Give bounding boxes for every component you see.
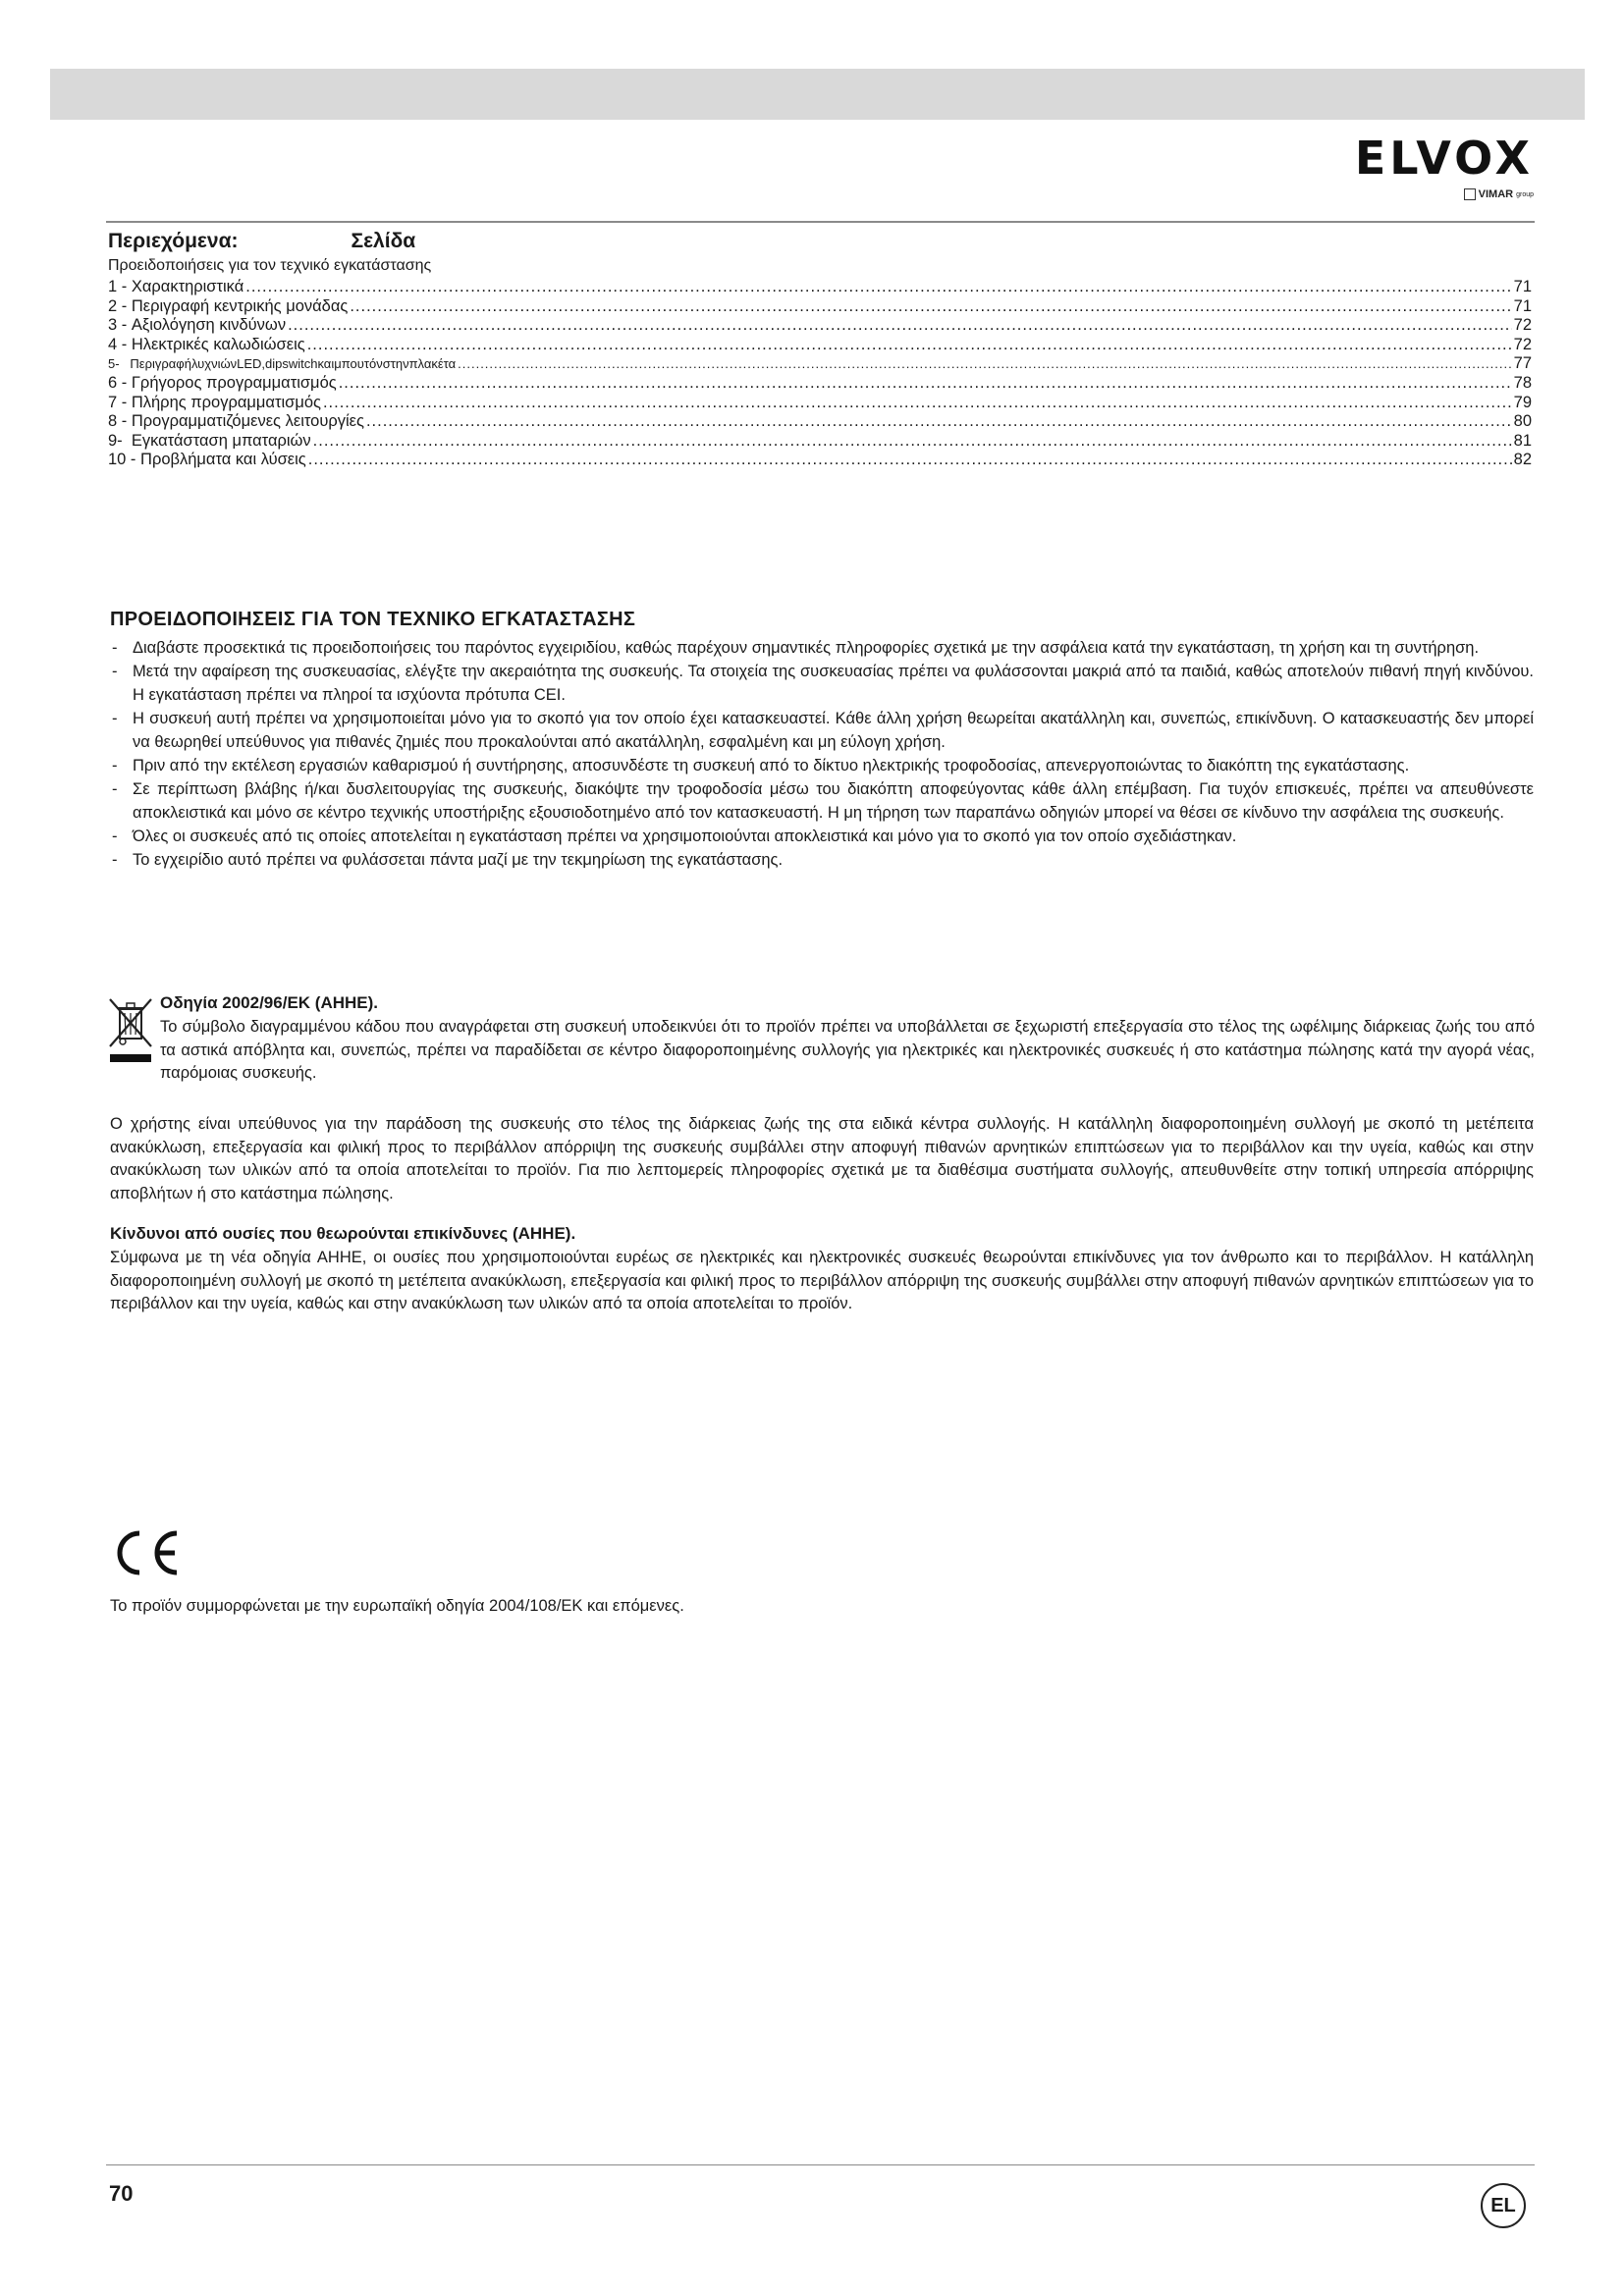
warnings-list: [110, 636, 1534, 872]
toc-item[interactable]: [108, 394, 1532, 413]
hazards-text: Σύμφωνα με τη νέα οδηγία ΑΗΗΕ, οι ουσίες που χρησιμοποιούνται ευρέως σε ηλεκτρικές και ηλεκτρονικές συσκευές θεωρούνται επικίνδυνες για τον άνθρωπο και το περιβάλλον. Η κατάλληλη διαφοροποιημένη συλλογή με σκοπό τη μετέπειτα ανακύκλωση, επεξεργασία και φιλική προς το περιβάλλον απόρριψη της συσκευής συμβάλλει στην αποφυγή πιθανών αρνητικών επιπτώσεων για το περιβάλλον και την υγεία, καθώς και στην ανακύκλωση των υλικών από τα οποία αποτελείται το προϊόν.: [110, 1249, 1534, 1312]
warning-item: - Η συσκευή αυτή πρέπει να χρησιμοποιείται μόνο για το σκοπό για τον οποίο έχει κατασκευαστεί. Κάθε άλλη χρήση θεωρείται ακατάλληλη και, συνεπώς, επικίνδυνη. Ο κατασκευαστής δεν μπορεί να θεωρηθεί υπεύθυνος για πιθανές ζημιές που προκαλούνται από ακατάλληλη, εσφαλμένη και μη εύλογη χρήση.: [110, 707, 1534, 754]
ce-mark-icon: [110, 1527, 184, 1578]
toc-item[interactable]: [108, 451, 1532, 470]
warning-item: - Πριν από την εκτέλεση εργασιών καθαρισμού ή συντήρησης, αποσυνδέστε τη συσκευή από το δίκτυο ηλεκτρικής τροφοδοσίας, απενεργοποιώντας το διακόπτη της εγκατάστασης.: [110, 754, 1534, 777]
toc-item-label: Περιγραφή κεντρικής μονάδας: [131, 296, 349, 315]
toc-leader: [245, 278, 1511, 297]
toc-item-number: 2 -: [108, 296, 132, 315]
brand-name: ELVOX: [1354, 132, 1534, 185]
brand-logo: [1347, 132, 1534, 206]
toc-item[interactable]: [108, 278, 1532, 297]
toc-item-label: Γρήγορος προγραμματισμός: [131, 373, 337, 392]
toc-item-number: 5-: [108, 356, 131, 372]
toc-item-label: ΠεριγραφήλυχνιώνLED,dipswitchκαιμπουτόνστηνπλακέτα: [130, 356, 457, 372]
toc-item[interactable]: [108, 412, 1532, 432]
toc-item-label: Εγκατάσταση μπαταριών: [131, 431, 311, 450]
toc-item-number: 8 -: [108, 412, 132, 431]
toc-leader: [350, 297, 1511, 317]
toc-leader: [313, 432, 1512, 452]
toc-item-page: 81: [1513, 431, 1532, 450]
header-divider: [106, 221, 1535, 223]
toc-leader: [366, 412, 1512, 432]
toc-leader: [458, 354, 1512, 374]
ce-compliance-text: Το προϊόν συμμορφώνεται με την ευρωπαϊκή οδηγία 2004/108/ΕΚ και επόμενες.: [110, 1597, 684, 1615]
toc-item-page: 72: [1513, 335, 1532, 353]
toc-item-number: 9-: [108, 431, 132, 450]
toc-item-page: 72: [1513, 316, 1532, 335]
toc-item-page: 79: [1513, 393, 1532, 411]
warning-item: - Διαβάστε προσεκτικά τις προειδοποιήσεις του παρόντος εγχειριδίου, καθώς παρέχουν σημαντικές πληροφορίες σχετικά με την ασφάλεια κατά την εγκατάσταση, τη χρήση και τη συντήρηση.: [110, 636, 1534, 660]
page-number: 70: [109, 2181, 134, 2206]
crossed-bin-icon: [108, 995, 153, 1064]
toc-item-page: 78: [1513, 373, 1532, 392]
toc-page-heading: Σελίδα: [351, 230, 416, 252]
toc-item-label: Ηλεκτρικές καλωδιώσεις: [131, 335, 305, 353]
warning-item: - Όλες οι συσκευές από τις οποίες αποτελείται η εγκατάσταση πρέπει να χρησιμοποιούνται αποκλειστικά και μόνο για το σκοπό για τον οποίο σχεδιάστηκαν.: [110, 825, 1534, 848]
toc-leader: [307, 336, 1512, 355]
toc-item-number: 10 -: [108, 451, 141, 469]
toc-leader: [339, 374, 1512, 394]
toc-item[interactable]: [108, 432, 1532, 452]
toc-header: [108, 226, 1532, 253]
toc-item[interactable]: [108, 316, 1532, 336]
brand-sub-group: group: [1516, 190, 1534, 198]
toc-item-number: 7 -: [108, 393, 132, 411]
toc-item-label: Πλήρης προγραμματισμός: [131, 393, 321, 411]
toc-item[interactable]: [108, 336, 1532, 355]
toc-item-number: 4 -: [108, 335, 132, 353]
toc-item[interactable]: [108, 374, 1532, 394]
toc-item-page: 80: [1513, 412, 1532, 431]
toc-item-page: 77: [1513, 354, 1532, 373]
toc-item-label: Χαρακτηριστικά: [131, 278, 244, 295]
toc-item-label: Προγραμματιζόμενες λειτουργίες: [131, 412, 364, 431]
hazards-title: Κίνδυνοι από ουσίες που θεωρούνται επικίνδυνες (ΑΗΗΕ).: [110, 1224, 576, 1243]
warning-item: - Το εγχειρίδιο αυτό πρέπει να φυλάσσεται πάντα μαζί με την τεκμηρίωση της εγκατάστασης.: [110, 848, 1534, 872]
brand-sub-name: VIMAR: [1478, 188, 1514, 200]
user-responsibility-text: Ο χρήστης είναι υπεύθυνος για την παράδοση της συσκευής στο τέλος της διάρκειας ζωής της στα ειδικά κέντρα συλλογής. Η κατάλληλη διαφοροποιημένη συλλογή με σκοπό τη μετέπειτα ανακύκλωση, επεξεργασία και φιλική προς το περιβάλλον απόρριψη της συσκευής συμβάλλει στην αποφυγή πιθανών αρνητικών επιπτώσεων για το περιβάλλον και την υγεία, καθώς και στην ανακύκλωση των υλικών από τα οποία αποτελείται το προϊόν. Για πιο λεπτομερείς πληροφορίες σχετικά με τα διαθέσιμα συστήματα συλλογής, απευθυνθείτε στην τοπική υπηρεσία απόρριψης αποβλήτων ή στο κατάστημα πώλησης.: [110, 1115, 1534, 1202]
warnings-title: ΠΡΟΕΙΔΟΠΟΙΗΣΕΙΣ ΓΙΑ ΤΟΝ ΤΕΧΝΙΚΟ ΕΓΚΑΤΑΣΤΑΣΗΣ: [110, 609, 636, 630]
toc-item[interactable]: [108, 354, 1532, 374]
table-of-contents: [108, 226, 1532, 470]
brand-sub: [1464, 188, 1534, 200]
toc-item-page: 71: [1513, 296, 1532, 315]
toc-item[interactable]: [108, 297, 1532, 317]
header-band: [50, 69, 1585, 120]
weee-title: Οδηγία 2002/96/ΕΚ (ΑΗΗΕ).: [160, 993, 378, 1012]
toc-item-label: Αξιολόγηση κινδύνων: [131, 316, 287, 335]
toc-heading: Περιεχόμενα:: [108, 230, 239, 252]
toc-leader: [288, 316, 1512, 336]
footer-divider: [106, 2164, 1535, 2165]
toc-item-number: 3 -: [108, 316, 132, 335]
toc-leader: [308, 451, 1512, 470]
warning-item: - Σε περίπτωση βλάβης ή/και δυσλειτουργίας της συσκευής, διακόψτε την τροφοδοσία μέσω του διακόπτη αποφεύγοντας κάθε άλλη επέμβαση. Για τυχόν επισκευές, πρέπει να απευθύνεστε αποκλειστικά και μόνο σε κέντρο τεχνικής υποστήριξης εξουσιοδοτημένο από τον κατασκευαστή. Η μη τήρηση των παραπάνω οδηγιών μπορεί να θέσει σε κίνδυνο την ασφάλεια της συσκευής.: [110, 777, 1534, 825]
toc-item-page: 71: [1513, 278, 1532, 295]
warning-item: - Μετά την αφαίρεση της συσκευασίας, ελέγξτε την ακεραιότητα της συσκευής. Τα στοιχεία της συσκευασίας πρέπει να φυλάσσονται μακριά από τα παιδιά, καθώς αποτελούν πιθανή πηγή κινδύνου. Η εγκατάσταση πρέπει να πληροί τα ισχύοντα πρότυπα CEI.: [110, 660, 1534, 707]
toc-item-label: Προβλήματα και λύσεις: [140, 451, 306, 469]
toc-item-number: 1 -: [108, 278, 132, 295]
toc-leader: [323, 394, 1512, 413]
toc-item-number: 6 -: [108, 373, 132, 392]
toc-subheading: Προειδοποιήσεις για τον τεχνικό εγκατάστασης: [108, 257, 432, 274]
vimar-icon: [1464, 188, 1476, 200]
language-badge: EL: [1481, 2183, 1526, 2228]
weee-text: Το σύμβολο διαγραμμένου κάδου που αναγράφεται στη συσκευή υποδεικνύει ότι το προϊόν πρέπει να υποβάλλεται σε ξεχωριστή επεξεργασία στο τέλος της ωφέλιμης διάρκειας ζωής του από τα αστικά απόβλητα και, συνεπώς, πρέπει να παραδίδεται σε κέντρο διαφοροποιημένης συλλογής για ηλεκτρικές και ηλεκτρονικές συσκευές ή στο κατάστημα πώλησης κατά την αγορά νέας, παρόμοιας συσκευής.: [160, 1018, 1535, 1082]
toc-item-page: 82: [1513, 451, 1532, 469]
